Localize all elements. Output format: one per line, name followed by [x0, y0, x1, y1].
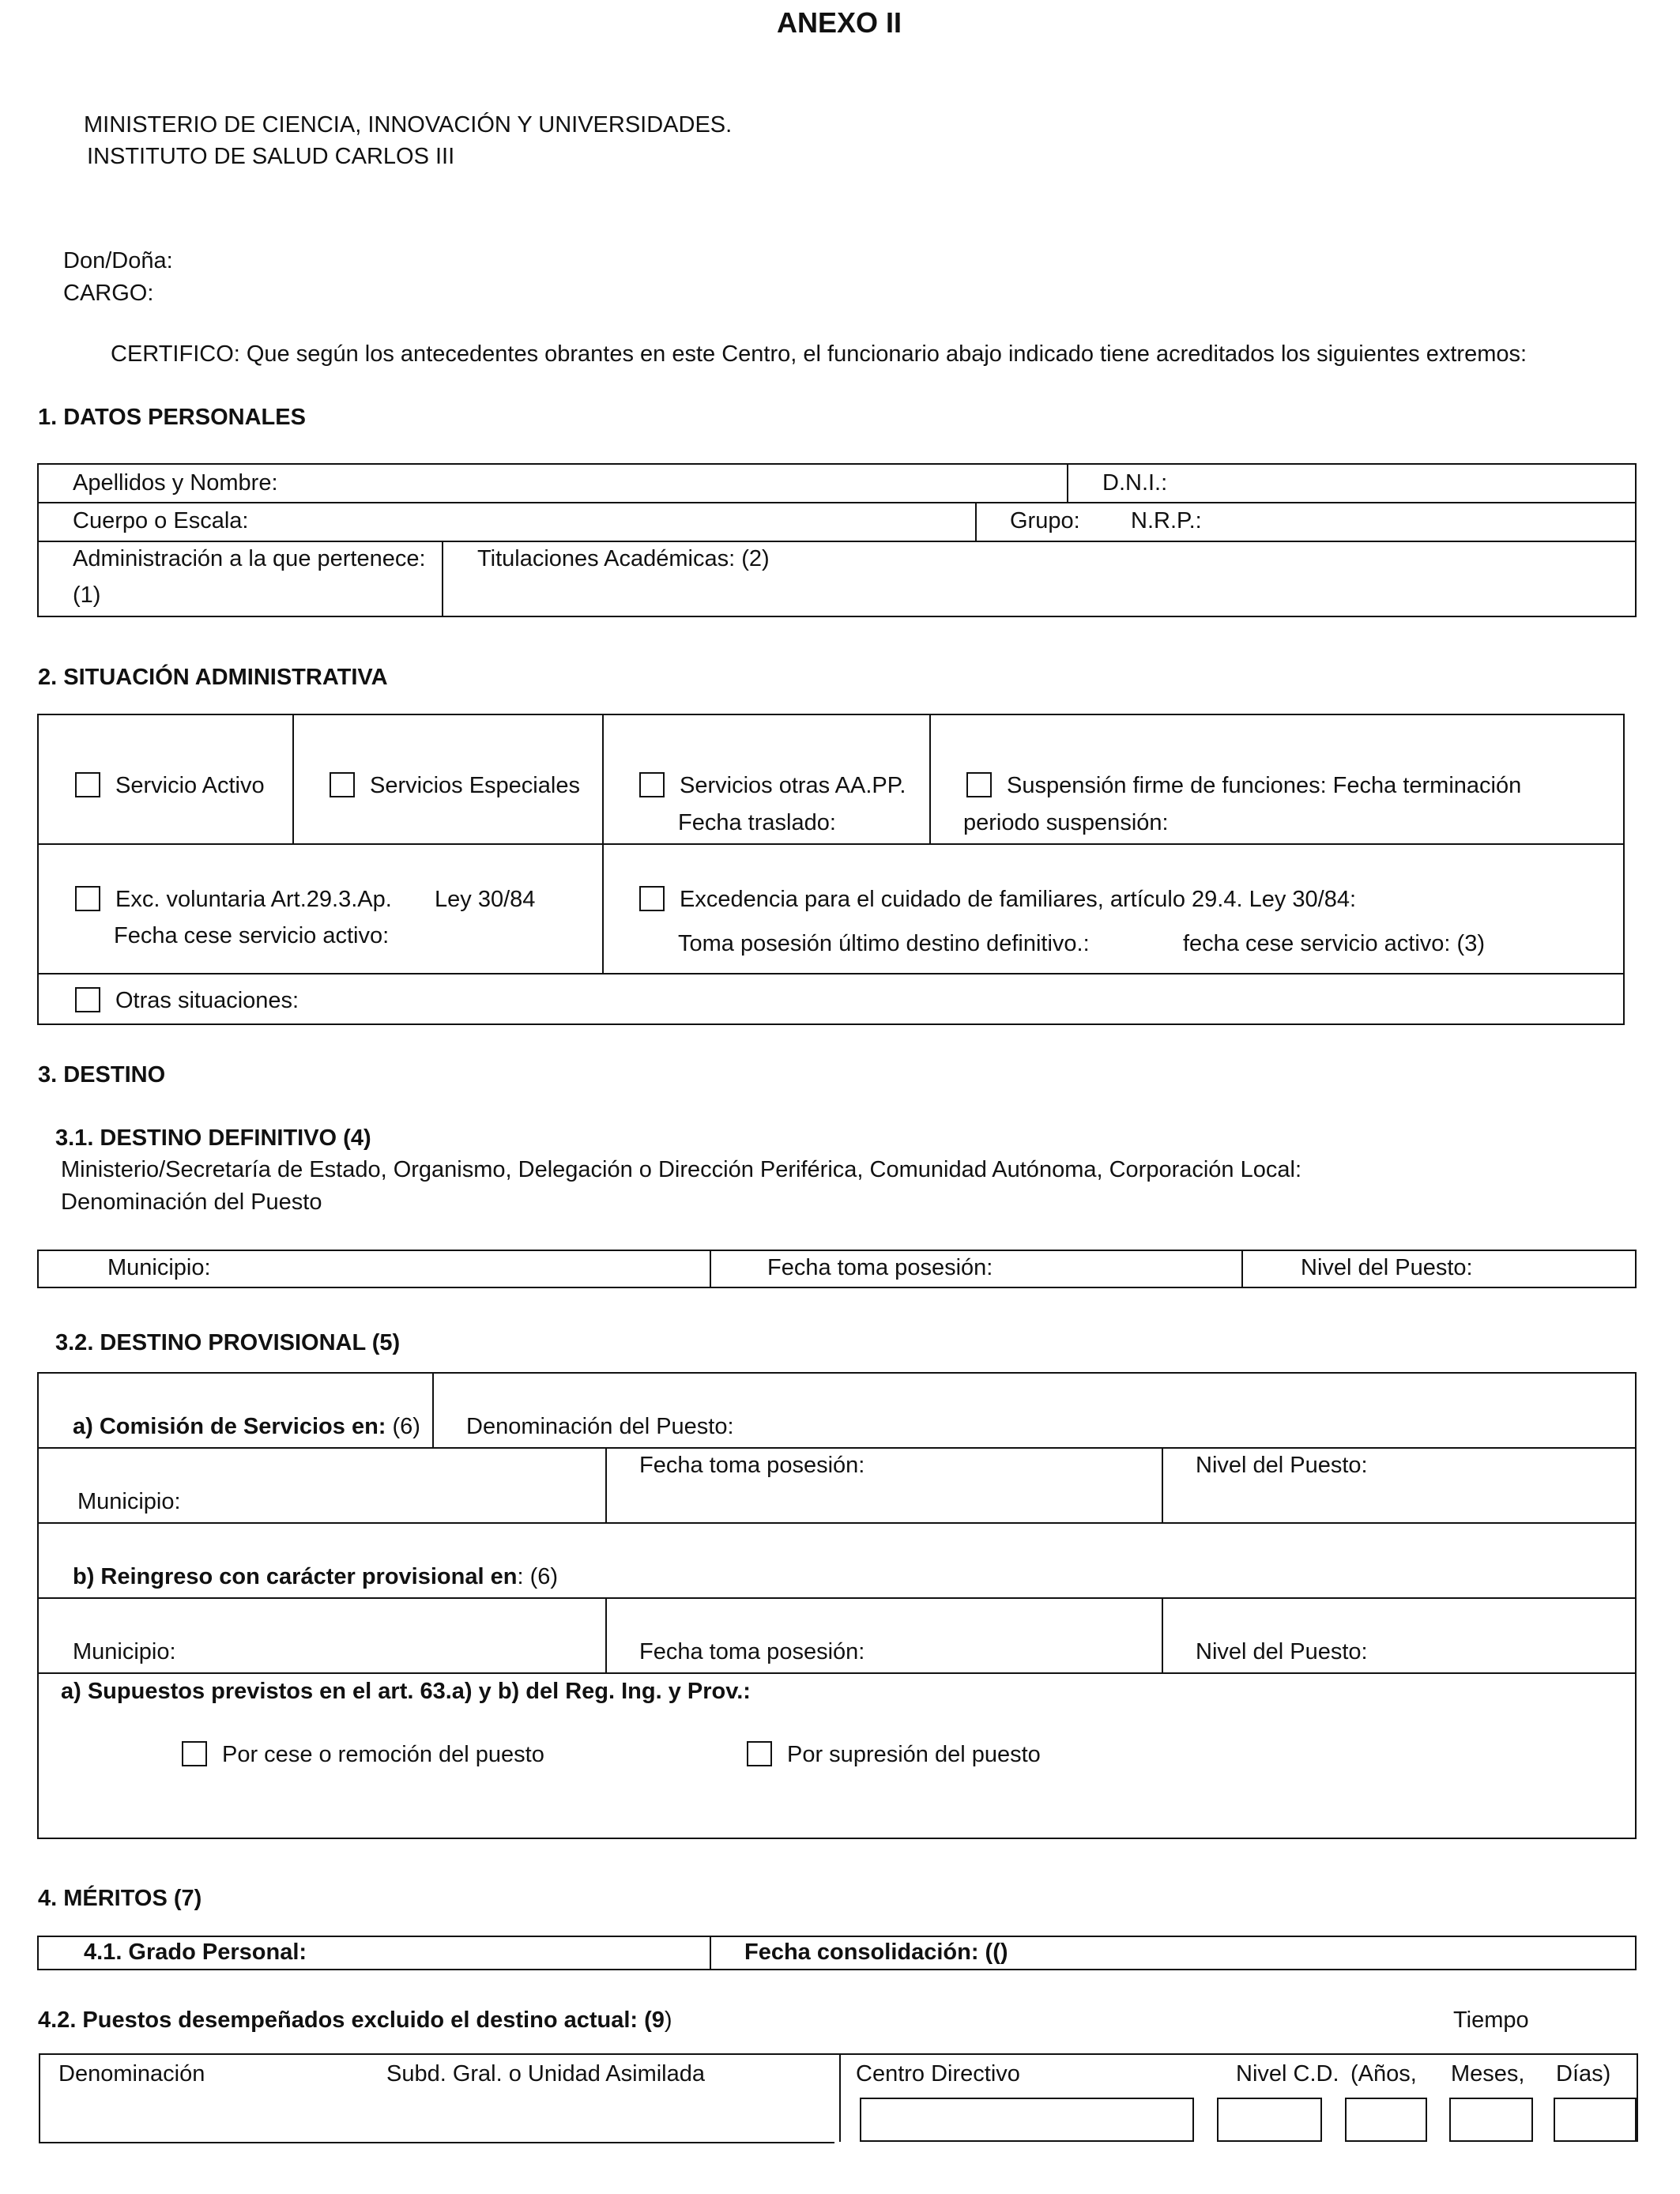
reingreso-label: b) Reingreso con carácter provisional en: (6) [73, 1564, 559, 1589]
servicio-activo-label: Servicio Activo [115, 773, 265, 798]
cese-remocion-label: Por cese o remoción del puesto [222, 1742, 544, 1767]
ley-label: Ley 30/84 [435, 887, 536, 912]
otras-situaciones-checkbox[interactable] [75, 987, 100, 1012]
section-3-title: 3. DESTINO [38, 1062, 166, 1088]
fecha-cese-3-label: fecha cese servicio activo: (3) [1183, 931, 1485, 956]
nivel-cd-input[interactable] [1217, 2098, 1322, 2142]
reingreso-nivel-field[interactable]: Nivel del Puesto: [1196, 1639, 1368, 1664]
comision-nivel-field[interactable]: Nivel del Puesto: [1196, 1453, 1368, 1478]
section-4-title: 4. MÉRITOS (7) [38, 1886, 202, 1911]
col-denominacion: Denominación [58, 2061, 205, 2087]
periodo-suspension-label: periodo suspensión: [963, 810, 1169, 835]
def-municipio-field[interactable]: Municipio: [107, 1255, 211, 1280]
reingreso-municipio-field[interactable]: Municipio: [73, 1639, 176, 1664]
col-dias: Días) [1556, 2061, 1611, 2087]
certifico-text: CERTIFICO: Que según los antecedentes obrantes en este Centro, el funcionario abajo indicado tiene acreditados los siguientes extremos: [111, 341, 1527, 367]
anos-input[interactable] [1345, 2098, 1427, 2142]
don-dona-label: Don/Doña: [63, 248, 173, 273]
servicio-activo-checkbox[interactable] [75, 772, 100, 797]
def-fecha-toma-field[interactable]: Fecha toma posesión: [767, 1255, 993, 1280]
suspension-checkbox[interactable] [966, 772, 992, 797]
excedencia-familiares-checkbox[interactable] [639, 886, 665, 911]
apellidos-field[interactable]: Apellidos y Nombre: [73, 470, 278, 496]
grado-personal-field[interactable]: 4.1. Grado Personal: [84, 1940, 307, 1965]
col-anos: (Años, [1350, 2061, 1417, 2087]
destino-definitivo-line2: Denominación del Puesto [61, 1189, 322, 1215]
reingreso-fecha-toma-field[interactable]: Fecha toma posesión: [639, 1639, 865, 1664]
administracion-note: (1) [73, 582, 101, 608]
supresion-checkbox[interactable] [747, 1741, 772, 1766]
tiempo-label: Tiempo [1453, 2007, 1529, 2033]
servicios-otras-aapp-label: Servicios otras AA.PP. [680, 773, 906, 798]
dni-field[interactable]: D.N.I.: [1102, 470, 1168, 496]
excedencia-familiares-label: Excedencia para el cuidado de familiares, artículo 29.4. Ley 30/84: [680, 887, 1357, 912]
section-2-title: 2. SITUACIÓN ADMINISTRATIVA [38, 665, 388, 690]
ministry-name: MINISTERIO DE CIENCIA, INNOVACIÓN Y UNIVERSIDADES. [84, 112, 733, 138]
comision-municipio-field[interactable]: Municipio: [77, 1489, 181, 1514]
cuerpo-field[interactable]: Cuerpo o Escala: [73, 508, 249, 533]
destino-definitivo-title: 3.1. DESTINO DEFINITIVO (4) [55, 1125, 371, 1151]
grupo-field[interactable]: Grupo: [1010, 508, 1080, 533]
centro-directivo-input[interactable] [860, 2098, 1194, 2142]
toma-posesion-label: Toma posesión último destino definitivo.: [678, 931, 1090, 956]
destino-provisional-table [37, 1372, 1637, 1839]
situation-table [37, 714, 1625, 1025]
def-nivel-field[interactable]: Nivel del Puesto: [1301, 1255, 1473, 1280]
nrp-field[interactable]: N.R.P.: [1131, 508, 1202, 533]
section-1-title: 1. DATOS PERSONALES [38, 405, 306, 430]
excedencia-voluntaria-checkbox[interactable] [75, 886, 100, 911]
supresion-label: Por supresión del puesto [787, 1742, 1041, 1767]
servicios-otras-aapp-checkbox[interactable] [639, 772, 665, 797]
cargo-label: CARGO: [63, 281, 154, 306]
col-meses: Meses, [1451, 2061, 1525, 2087]
destino-provisional-title: 3.2. DESTINO PROVISIONAL (5) [55, 1330, 401, 1355]
fecha-cese-label: Fecha cese servicio activo: [114, 923, 390, 948]
servicios-especiales-label: Servicios Especiales [370, 773, 580, 798]
supuestos-label: a) Supuestos previstos en el art. 63.a) y b) del Reg. Ing. y Prov.: [61, 1679, 751, 1704]
excedencia-voluntaria-label: Exc. voluntaria Art.29.3.Ap. [115, 887, 392, 912]
col-subdireccion: Subd. Gral. o Unidad Asimilada [386, 2061, 705, 2087]
comision-fecha-toma-field[interactable]: Fecha toma posesión: [639, 1453, 865, 1478]
cese-remocion-checkbox[interactable] [182, 1741, 207, 1766]
suspension-label: Suspensión firme de funciones: Fecha terminación [1007, 773, 1522, 798]
fecha-consolidacion-field[interactable]: Fecha consolidación: (() [744, 1940, 1008, 1965]
institute-name: INSTITUTO DE SALUD CARLOS III [87, 144, 455, 169]
comision-servicios-label: a) Comisión de Servicios en: (6) [73, 1414, 420, 1439]
dias-input[interactable] [1554, 2098, 1637, 2142]
administracion-field[interactable]: Administración a la que pertenece: [73, 546, 426, 571]
fecha-traslado-label: Fecha traslado: [678, 810, 836, 835]
meses-input[interactable] [1449, 2098, 1533, 2142]
titulaciones-field[interactable]: Titulaciones Académicas: (2) [477, 546, 770, 571]
destino-definitivo-line1: Ministerio/Secretaría de Estado, Organismo, Delegación o Dirección Periférica, Comunidad Autónoma, Corporación Local: [61, 1157, 1302, 1182]
puestos-title: 4.2. Puestos desempeñados excluido el destino actual: (9) [38, 2007, 672, 2033]
page-title: ANEXO II [777, 6, 902, 39]
comision-denominacion-field[interactable]: Denominación del Puesto: [466, 1414, 734, 1439]
col-nivel-cd: Nivel C.D. [1236, 2061, 1339, 2087]
col-centro-directivo: Centro Directivo [856, 2061, 1020, 2087]
otras-situaciones-label: Otras situaciones: [115, 988, 299, 1013]
servicios-especiales-checkbox[interactable] [330, 772, 355, 797]
